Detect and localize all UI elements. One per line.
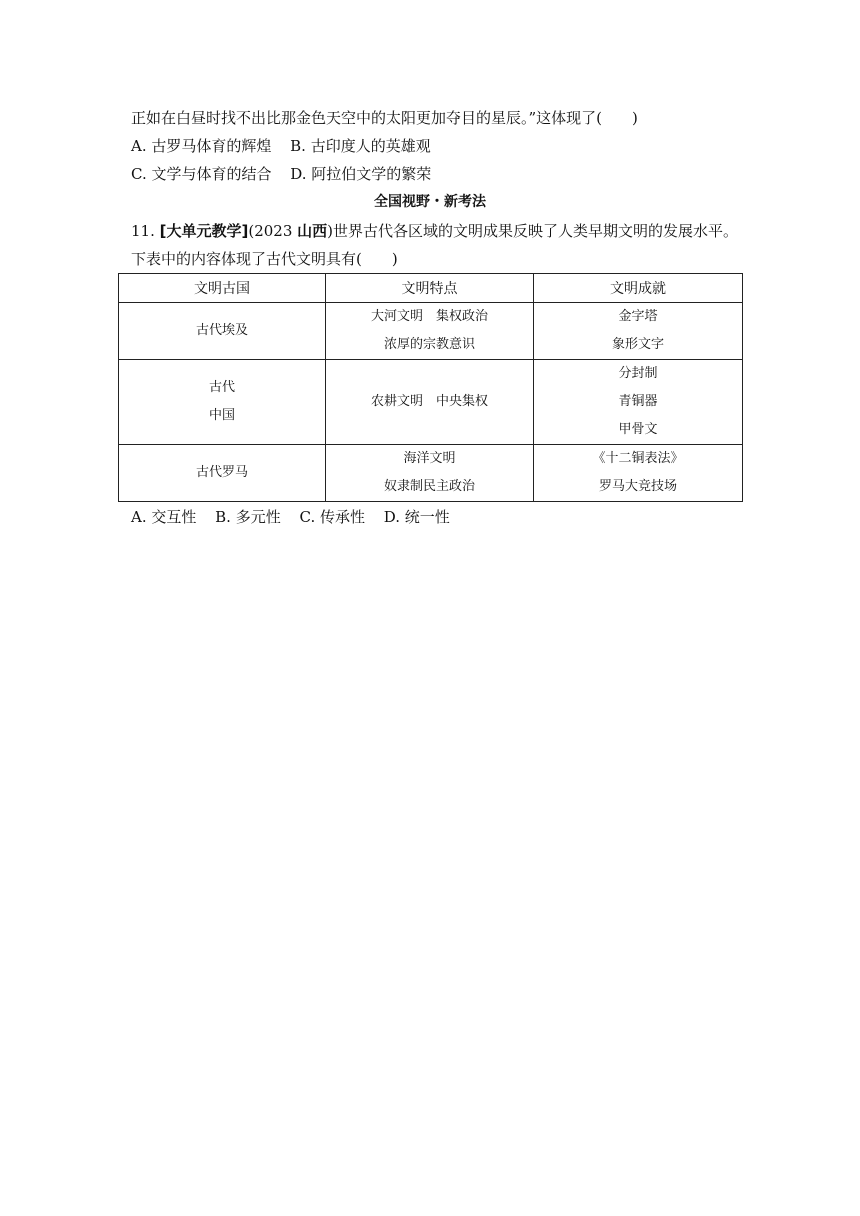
- civilization-table: [118, 273, 743, 502]
- question-11-stem-line-1: [131, 221, 738, 241]
- cell-line: 罗马大竞技场: [598, 479, 677, 494]
- question-11-stem-line-2: 下表中的内容体现了古代文明具有( ): [131, 250, 398, 268]
- prev-option-a[interactable]: A. 古罗马体育的辉煌: [131, 137, 272, 155]
- cell-country: [119, 360, 326, 445]
- cell-line: 古代埃及: [195, 323, 248, 338]
- prev-question-tail-text: 正如在白昼时找不出比那金色天空中的太阳更加夺目的星辰。”这体现了( ): [131, 109, 638, 127]
- cell-line: 海洋文明: [403, 451, 456, 466]
- option-d[interactable]: D. 统一性: [383, 508, 450, 526]
- cell-line: 浓厚的宗教意识: [383, 337, 475, 352]
- cell-features: [326, 303, 534, 360]
- stem-text-1: 世界古代各区域的文明成果反映了人类早期文明的发展水平。: [333, 222, 739, 240]
- question-number: 11.: [131, 222, 155, 240]
- cell-line: 象形文字: [611, 337, 664, 352]
- cell-line: 金字塔: [618, 309, 658, 324]
- header-achievements: 文明成就: [534, 274, 743, 303]
- cell-line: 中国: [208, 408, 235, 423]
- cell-line: 奴隶制民主政治: [383, 479, 475, 494]
- prev-options-row-2: [131, 164, 431, 184]
- source-suffix: ): [327, 222, 334, 240]
- section-heading: 全国视野・新考法: [374, 194, 486, 210]
- cell-achievements: [534, 360, 743, 445]
- option-c[interactable]: C. 传承性: [299, 508, 365, 526]
- source-prefix: (2023: [248, 222, 298, 240]
- cell-line: 《十二铜表法》: [592, 451, 684, 466]
- header-country: 文明古国: [119, 274, 326, 303]
- header-features: 文明特点: [326, 274, 534, 303]
- prev-option-b[interactable]: B. 古印度人的英雄观: [290, 137, 431, 155]
- cell-country: [119, 445, 326, 502]
- cell-features: [326, 360, 534, 445]
- cell-line: 农耕文明 中央集权: [370, 394, 488, 409]
- source-place: 山西: [297, 222, 328, 240]
- table-row: [119, 445, 743, 502]
- option-b[interactable]: B. 多元性: [215, 508, 281, 526]
- cell-line: 青铜器: [618, 394, 658, 409]
- cell-line: 分封制: [618, 366, 658, 381]
- prev-option-d[interactable]: D. 阿拉伯文学的繁荣: [290, 165, 432, 183]
- cell-features: [326, 445, 534, 502]
- cell-line: 古代罗马: [195, 465, 248, 480]
- question-tag: [大单元教学]: [159, 222, 249, 240]
- option-a[interactable]: A. 交互性: [131, 508, 197, 526]
- cell-line: 古代: [208, 380, 235, 395]
- cell-achievements: [534, 303, 743, 360]
- table-row: [119, 360, 743, 445]
- cell-line: 甲骨文: [618, 422, 658, 437]
- cell-line: 大河文明 集权政治: [370, 309, 488, 324]
- question-11-options: [131, 507, 450, 527]
- cell-country: [119, 303, 326, 360]
- table-row: [119, 303, 743, 360]
- table-header-row: [119, 274, 743, 303]
- cell-achievements: [534, 445, 743, 502]
- prev-option-c[interactable]: C. 文学与体育的结合: [131, 165, 272, 183]
- prev-options-row-1: [131, 136, 431, 156]
